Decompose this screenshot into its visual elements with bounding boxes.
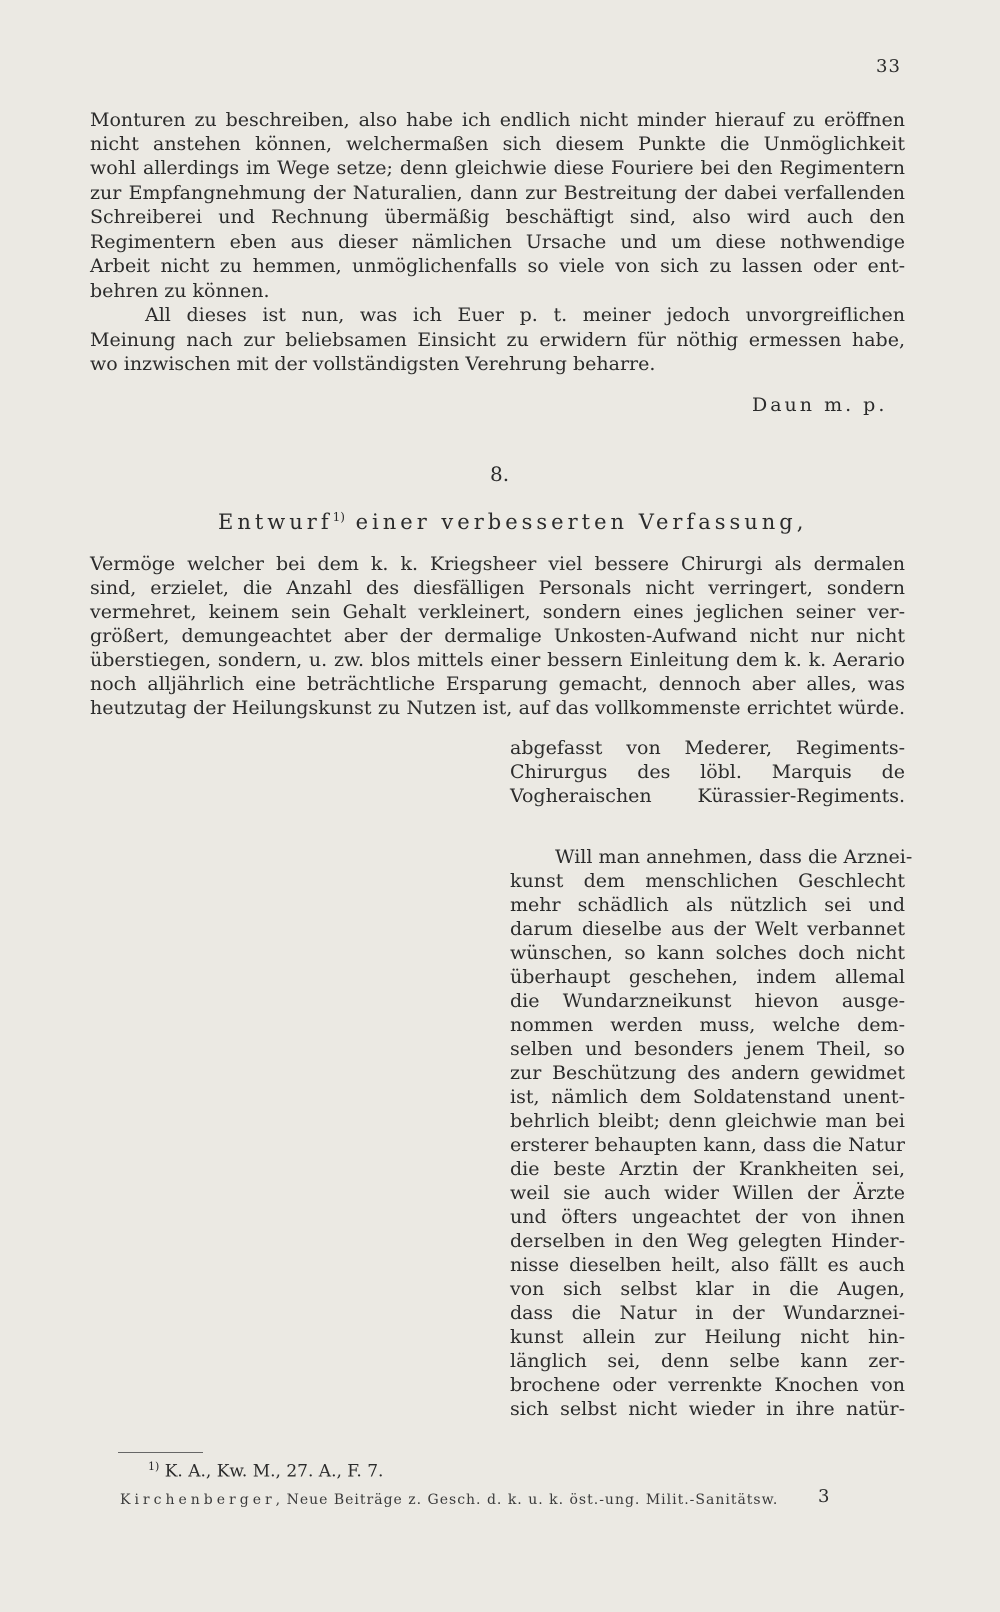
page-number: 33: [876, 56, 901, 77]
text-line: die Wundarzneikunst hievon ausge-: [510, 990, 905, 1012]
text-line: sich selbst nicht wieder in ihre natür-: [510, 1398, 905, 1420]
text-line: wohl allerdings im Wege setze; denn gleichwie diese Fouriere bei den Regimentern: [90, 157, 905, 179]
running-footer: [120, 1492, 778, 1508]
text-line: darum dieselbe aus der Welt verbannet: [510, 918, 905, 940]
attribution-line: Chirurgus des löbl. Marquis de: [510, 761, 905, 783]
text-line: kunst allein zur Heilung nicht hin-: [510, 1326, 905, 1348]
footnote-divider: [118, 1452, 203, 1453]
text-line: länglich sei, denn selbe kann zer-: [510, 1350, 905, 1372]
text-line: behren zu können.: [90, 280, 270, 302]
footer-source: , Neue Beiträge z. Gesch. d. k. u. k. öst.-ung. Milit.-Sanitätsw.: [275, 1492, 779, 1508]
footer-author: Kirchenberger: [120, 1492, 276, 1508]
text-line: ersterer behaupten kann, dass die Natur: [510, 1134, 905, 1156]
text-line: zur Beschützung des andern gewidmet: [510, 1062, 905, 1084]
attribution-line: abgefasst von Mederer, Regiments-: [510, 737, 905, 759]
sheet-number: 3: [818, 1486, 831, 1507]
text-line: überstiegen, sondern, u. zw. blos mittels einer bessern Einleitung dem k. k. Aerario: [90, 649, 905, 671]
text-line: Schreiberei und Rechnung übermäßig beschäftigt sind, also wird auch den: [90, 206, 905, 228]
text-line: selben und besonders jenem Theil, so: [510, 1038, 905, 1060]
text-line: von sich selbst klar in die Augen,: [510, 1278, 905, 1300]
text-line: All dieses ist nun, was ich Euer p. t. meiner jedoch unvorgreiflichen: [145, 304, 905, 326]
text-line: Will man annehmen, dass die Arznei-: [555, 846, 913, 868]
text-line: Arbeit nicht zu hemmen, unmöglichenfalls so viele von sich zu lassen oder ent-: [90, 255, 905, 277]
text-line: Regimentern eben aus dieser nämlichen Ursache und um diese nothwendige: [90, 231, 905, 253]
text-line: weil sie auch wider Willen der Ärzte: [510, 1182, 905, 1204]
footnote-text: K. A., Kw. M., 27. A., F. 7.: [159, 1461, 384, 1482]
text-line: wo inzwischen mit der vollständigsten Verehrung beharre.: [90, 353, 656, 375]
text-line: ist, nämlich dem Soldatenstand unent-: [510, 1086, 905, 1108]
title-rest: einer verbesserten Verfassung,: [344, 510, 808, 534]
text-line: nisse dieselben heilt, also fällt es auch: [510, 1254, 905, 1276]
text-line: nommen werden muss, welche dem-: [510, 1014, 905, 1036]
section-title: [218, 510, 807, 534]
text-line: dass die Natur in der Wundarznei-: [510, 1302, 905, 1324]
attribution-line: Vogheraischen Kürassier-Regiments.: [510, 785, 905, 807]
text-line: zur Empfangnehmung der Naturalien, dann zur Bestreitung der dabei verfallenden: [90, 182, 905, 204]
text-line: brochene oder verrenkte Knochen von: [510, 1374, 905, 1396]
text-line: größert, demungeachtet aber der dermalige Unkosten-Aufwand nicht nur nicht: [90, 625, 905, 647]
footnote: [148, 1460, 383, 1482]
text-line: sind, erzielet, die Anzahl des diesfälligen Personals nicht verringert, sondern: [90, 577, 905, 599]
text-line: überhaupt geschehen, indem allemal: [510, 966, 905, 988]
text-line: vermehret, keinem sein Gehalt verkleinert, sondern eines jeglichen seiner ver-: [90, 601, 905, 623]
footnote-marker: 1): [148, 1460, 160, 1473]
text-line: die beste Arztin der Krankheiten sei,: [510, 1158, 905, 1180]
title-word: Entwurf: [218, 510, 333, 534]
text-line: Meinung nach zur beliebsamen Einsicht zu erwidern für nöthig ermessen habe,: [90, 329, 905, 351]
footnote-marker: 1): [332, 510, 345, 524]
section-number: 8.: [490, 462, 510, 486]
text-line: Vermöge welcher bei dem k. k. Kriegsheer viel bessere Chirurgi als dermalen: [90, 553, 905, 575]
signature: Daun m. p.: [752, 394, 888, 416]
text-line: noch alljährlich eine beträchtliche Ersparung gemacht, dennoch aber alles, was: [90, 673, 905, 695]
text-line: mehr schädlich als nützlich sei und: [510, 894, 905, 916]
text-line: nicht anstehen können, welchermaßen sich diesem Punkte die Unmöglichkeit: [90, 133, 905, 155]
text-line: und öfters ungeachtet der von ihnen: [510, 1206, 905, 1228]
text-line: kunst dem menschlichen Geschlecht: [510, 870, 905, 892]
text-line: heutzutag der Heilungskunst zu Nutzen ist, auf das vollkommenste errichtet würde.: [90, 697, 905, 719]
text-line: derselben in den Weg gelegten Hinder-: [510, 1230, 905, 1252]
text-line: wünschen, so kann solches doch nicht: [510, 942, 905, 964]
text-line: Monturen zu beschreiben, also habe ich endlich nicht minder hierauf zu eröffnen: [90, 109, 905, 131]
text-line: behrlich bleibt; denn gleichwie man bei: [510, 1110, 905, 1132]
